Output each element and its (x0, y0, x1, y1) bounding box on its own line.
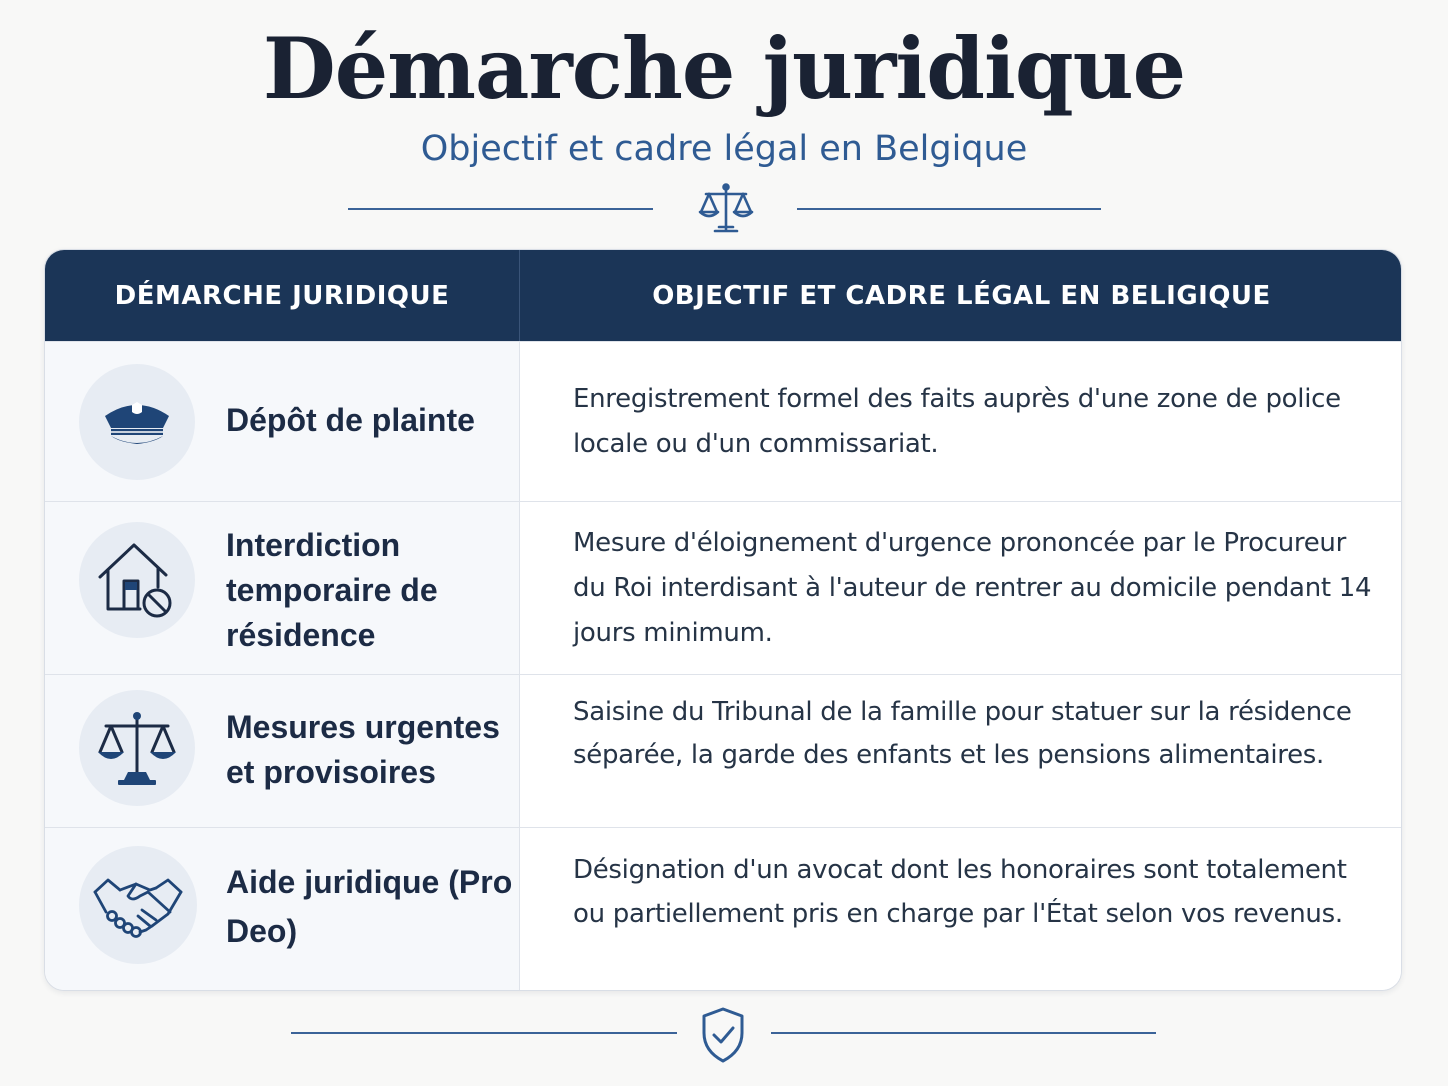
table-row (45, 341, 1401, 501)
step-cell (45, 342, 520, 501)
table-header (45, 250, 1401, 341)
step-cell (45, 502, 520, 674)
objective-cell (520, 342, 1402, 501)
column-header-objective: OBJECTIF ET CADRE LÉGAL EN BELIGIQUE (652, 280, 1271, 311)
page-subtitle: Objectif et cadre légal en Belgique (420, 129, 1028, 169)
step-cell (45, 828, 520, 991)
objective-cell (520, 675, 1402, 827)
step-description: Saisine du Tribunal de la famille pour statuer sur la résidence séparée, la garde des enfants et les pensions alimentaires. (573, 697, 1352, 770)
step-cell (45, 675, 520, 827)
objective-cell (520, 828, 1402, 991)
table-row (45, 827, 1401, 991)
top-divider-left (348, 208, 653, 210)
scales-icon (697, 182, 755, 236)
icon-badge (79, 364, 195, 480)
bottom-divider-right (771, 1032, 1156, 1034)
step-name: Aide juridique (Pro Deo) (226, 864, 513, 949)
step-name: Mesures urgentes et provisoires (226, 709, 500, 790)
icon-badge (79, 690, 195, 806)
top-divider-right (797, 208, 1101, 210)
page-title: Démarche juridique (262, 19, 1186, 118)
icon-badge (79, 522, 195, 638)
scales-icon (94, 708, 180, 788)
handshake-icon (92, 870, 184, 940)
shield-check-icon (698, 1005, 748, 1065)
step-description: Mesure d'éloignement d'urgence prononcée par le Procureur du Roi interdisant à l'auteur de rentrer au domicile pendant 14 jours minimum. (573, 528, 1372, 648)
legal-steps-table (44, 249, 1402, 991)
step-description: Enregistrement formel des faits auprès d'une zone de police locale ou d'un commissariat. (573, 384, 1341, 459)
step-description: Désignation d'un avocat dont les honoraires sont totalement ou partiellement pris en charge par l'État selon vos revenus. (573, 855, 1347, 929)
table-row (45, 501, 1401, 674)
bottom-divider-left (291, 1032, 677, 1034)
icon-badge (79, 846, 197, 964)
police-cap-icon (97, 392, 177, 452)
step-name: Dépôt de plainte (226, 402, 475, 438)
table-row (45, 674, 1401, 827)
objective-cell (520, 502, 1402, 674)
step-name: Interdiction temporaire de résidence (226, 527, 438, 653)
column-header-step: DÉMARCHE JURIDIQUE (45, 250, 520, 341)
house-prohibited-icon (94, 537, 180, 623)
